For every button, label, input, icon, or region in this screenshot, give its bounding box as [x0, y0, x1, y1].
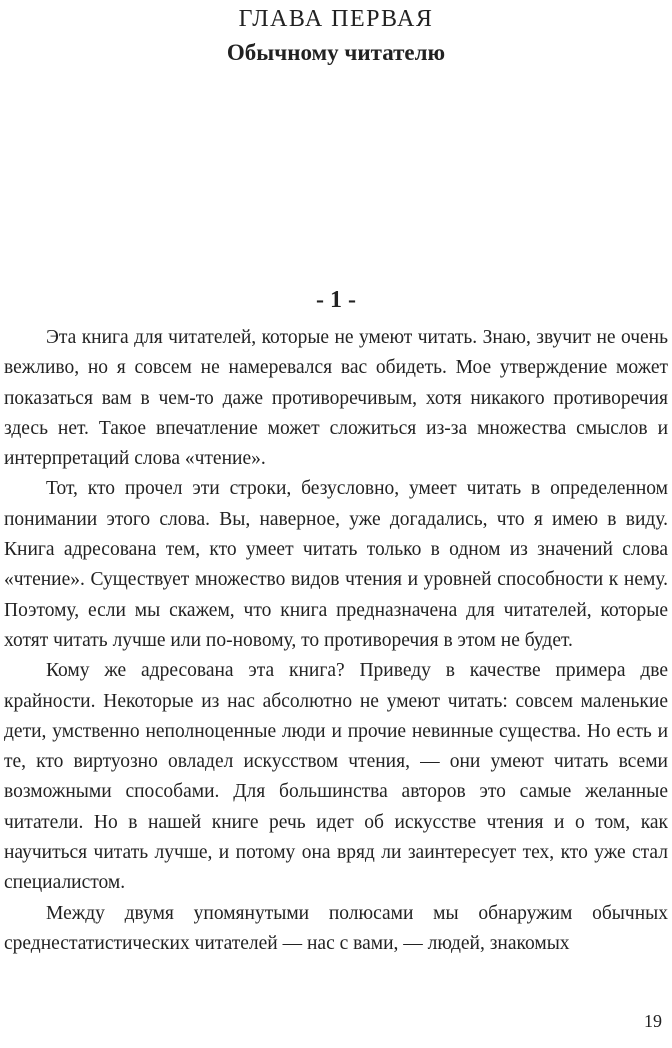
body-text	[4, 323, 668, 959]
page-number: 19	[644, 1011, 662, 1031]
chapter-heading: ГЛАВА ПЕРВАЯ	[238, 6, 434, 32]
paragraph-1: Эта книга для читателей, которые не умеют читать. Знаю, звучит не очень вежливо, но я совсем не намеревался вас обидеть. Мое утверждение может показаться вам в чем-то даже противоречивым, хотя никакого противоречия здесь нет. Такое впечатление может сложиться из-за множества смыслов и интерпретаций слова «чтение».	[4, 327, 668, 470]
section-number: - 1 -	[316, 287, 356, 313]
paragraph-3: Кому же адресована эта книга? Приведу в качестве примера две крайности. Некоторые из нас абсолютно не умеют читать: совсем маленькие дети, умственно неполноценные люди и прочие невинные существа. Но есть и те, кто виртуозно овладел искусством чтения, — они умеют читать всеми возможными способами. Для большинства авторов это самые желанные читатели. Но в нашей книге речь идет об искусстве чтения и о том, как научиться читать лучше, и потому она вряд ли заинтересует тех, кто уже стал специалистом.	[4, 660, 668, 894]
paragraph-4: Между двумя упомянутыми полюсами мы обнаружим обычных среднестатистических читателей — нас с вами, — людей, знакомых	[4, 902, 668, 954]
paragraph-2: Тот, кто прочел эти строки, безусловно, умеет читать в определенном понимании этого слова. Вы, наверное, уже догадались, что я имею в виду. Книга адресована тем, кто умеет читать только в одном из значений слова «чтение». Существует множество видов чтения и уровней способности к нему. Поэтому, если мы скажем, что книга предназначена для читателей, которые хотят читать лучше или по-новому, то противоречия в этом не будет.	[4, 478, 668, 651]
chapter-title: Обычному читателю	[226, 40, 446, 65]
